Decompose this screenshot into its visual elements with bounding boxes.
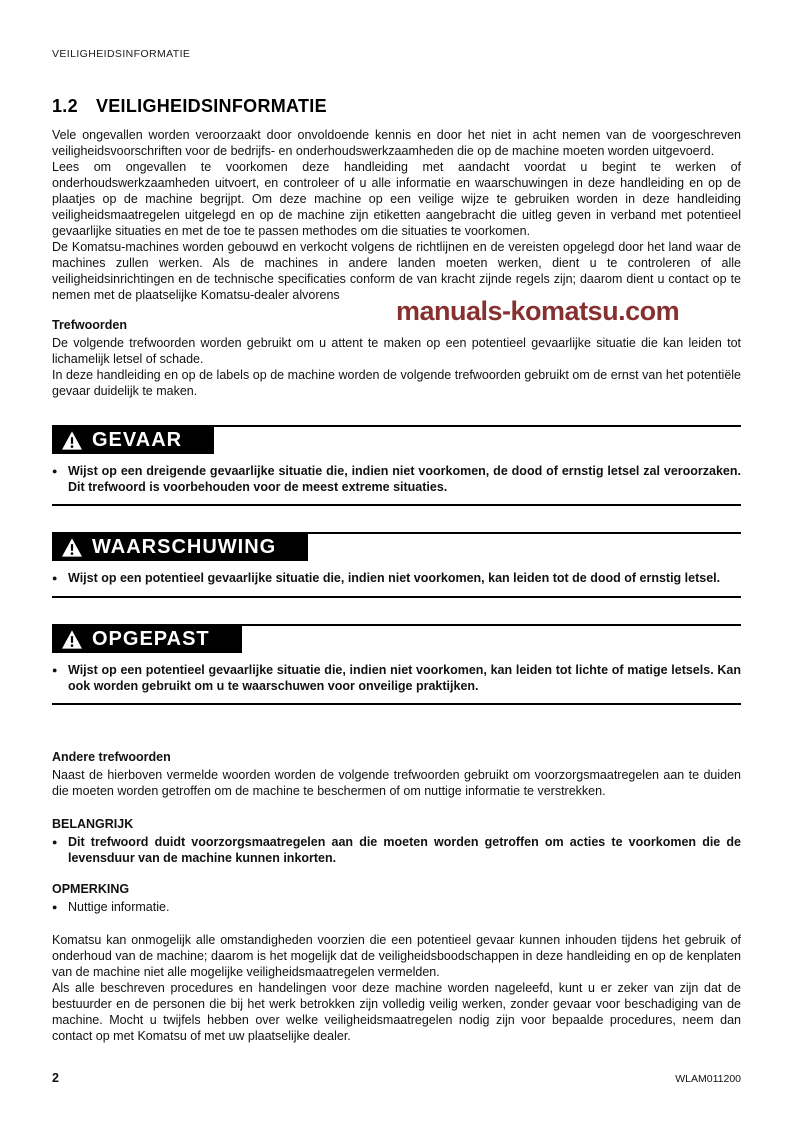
spacer	[52, 705, 741, 735]
bullet-icon	[52, 662, 61, 694]
warning-bullet	[52, 570, 741, 587]
document-code: WLAM011200	[675, 1073, 741, 1085]
warning-section	[52, 532, 741, 598]
warning-banner	[52, 534, 308, 561]
caution-banner-label: OPGEPAST	[92, 627, 210, 650]
keywords-paragraph-1: De volgende trefwoorden worden gebruikt om u attent te maken op een potentieel gevaarlijke situatie die kan leiden tot lichamelijk letsel of schade.	[52, 336, 741, 366]
keywords-paragraph-2: In deze handleiding en op de labels op de machine worden de volgende trefwoorden gebruikt om de ernst van het potentiële gevaar duidelijk te maken.	[52, 368, 741, 398]
important-bullet	[52, 834, 741, 866]
watermark: manuals-komatsu.com	[396, 296, 680, 326]
caution-text: Wijst op een potentieel gevaarlijke situatie die, indien niet voorkomen, kan leiden tot lichte of matige letsels. Kan ook worden gebruikt om u te waarschuwen voor onveilige praktijken.	[68, 663, 741, 693]
warning-banner-label: WAARSCHUWING	[92, 535, 277, 558]
bullet-icon	[52, 570, 61, 587]
note-text: Nuttige informatie.	[68, 900, 170, 914]
spacer	[52, 916, 741, 932]
caution-section	[52, 624, 741, 705]
other-keywords-heading: Andere trefwoorden	[52, 750, 171, 764]
other-keywords-paragraph: Naast de hierboven vermelde woorden worden de volgende trefwoorden gebruikt om voorzorgsmaatregelen aan te duiden die moeten worden getroffen om de machine te beschermen of om nuttige informatie te verstrekken.	[52, 768, 741, 798]
keywords-heading: Trefwoorden	[52, 318, 128, 332]
intro-paragraph-3: De Komatsu-machines worden gebouwd en verkocht volgens de richtlijnen en de vereisten opgelegd door het land waar de machines zullen werken. Als de machines in andere landen moeten werken, dient u te controleren of alle veiligheidsinrichtingen en de technische specificaties conform de van kracht zijnde regels zijn; daarom dient u contact op te nemen met de plaatselijke Komatsu-dealer alvorens	[52, 240, 741, 302]
page-number: 2	[52, 1071, 59, 1085]
bullet-icon	[52, 834, 61, 866]
section-title	[52, 96, 741, 117]
danger-banner	[52, 427, 214, 454]
danger-banner-label: GEVAAR	[92, 428, 183, 451]
important-heading: BELANGRIJK	[52, 817, 134, 831]
page-footer	[52, 1071, 741, 1085]
closing-paragraph-2: Als alle beschreven procedures en handelingen voor deze machine worden nageleefd, kunt u er zeker van zijn dat de bestuurder en de personen die bij het werk betrokken zijn volledig veilig werken, zonder gevaar voor beschadiging van de machine. Mocht u twijfels hebben over welke veiligheidsmaatregelen nodig zijn voor bepaalde procedures, neem dan contact op met Komatsu of met uw plaatselijke dealer.	[52, 981, 741, 1043]
danger-bullet	[52, 463, 741, 495]
warning-text: Wijst op een potentieel gevaarlijke situatie die, indien niet voorkomen, kan leiden tot de dood of ernstig letsel.	[68, 571, 721, 585]
running-header: VEILIGHEIDSINFORMATIE	[52, 48, 191, 60]
important-text: Dit trefwoord duidt voorzorgsmaatregelen aan die moeten worden getroffen om acties te voorkomen die de levensduur van de machine kunnen inkorten.	[68, 835, 741, 865]
section-number: 1.2	[52, 96, 78, 116]
caution-banner	[52, 626, 242, 653]
intro-paragraph-2: Lees om ongevallen te voorkomen deze handleiding met aandacht voordat u begint te werken of onderhoudswerkzaamheden uitvoert, en controleer of u alle informatie en waarschuwingen in deze handleiding en op de plaatjes op de machine begrijpt. Om deze machine op een veilige wijze te gebruiken worden in deze handleiding veiligheidsmaatregelen uitgelegd en op de machine zijn etiketten aangebracht die uitleg geven in verband met potentieel gevaarlijke situaties en met de toe te passen methodes om die situaties te voorkomen.	[52, 160, 741, 238]
caution-bullet	[52, 662, 741, 694]
danger-section	[52, 425, 741, 506]
note-bullet	[52, 899, 741, 916]
note-heading: OPMERKING	[52, 882, 130, 896]
intro-paragraph-1: Vele ongevallen worden veroorzaakt door onvoldoende kennis en door het niet in acht nemen van de voorgeschreven veiligheidsvoorschriften voor de bedrijfs- en onderhoudswerkzaamheden die op de machine moeten worden uitgevoerd.	[52, 128, 741, 158]
closing-paragraph-1: Komatsu kan onmogelijk alle omstandigheden voorzien die een potentieel gevaar kunnen inhouden tijdens het gebruik of onderhoud van de machine; daarom is het mogelijk dat de veiligheidsboodschappen in deze handleiding en op de kenplaten van de machine niet alle mogelijke veiligheidsmaatregelen vermelden.	[52, 933, 741, 979]
bullet-icon	[52, 899, 61, 916]
danger-text: Wijst op een dreigende gevaarlijke situatie die, indien niet voorkomen, de dood of ernstig letsel zal veroorzaken. Dit trefwoord is voorbehouden voor de meest extreme situaties.	[68, 464, 741, 494]
warning-triangle-icon	[62, 538, 82, 557]
warning-triangle-icon	[62, 630, 82, 649]
warning-triangle-icon	[62, 431, 82, 450]
section-title-text: VEILIGHEIDSINFORMATIE	[95, 96, 327, 116]
bullet-icon	[52, 463, 61, 495]
